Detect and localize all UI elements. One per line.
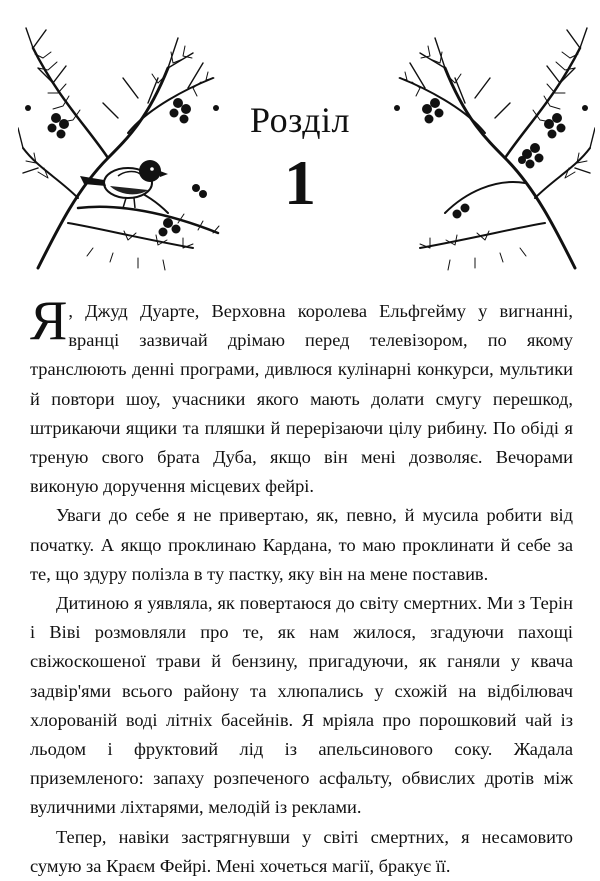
paragraph-text: , Джуд Дуарте, Верховна королева Ельфгейму у вигнанні, вранці зазвичай дрімаю перед телевізором, по якому транслюють денні програми, дивлюся кулінарні конкурси, мультики й повтори шоу, учасники якого мають долати смугу перешкод, штрикаючи ящики та пляшки й перерізаючи цілу рибину. По обіді я треную свого брата Дуба, якщо він мені дозволяє. Вечорами виконую доручення місцевих фейрі. — [30, 301, 573, 497]
paragraph: Уваги до себе я не привертаю, як, певно, й мусила робити від початку. А якщо проклинаю Кардана, то маю проклинати й себе за те, що здуру полізла в ту пастку, яку він на мене поставив. — [30, 505, 573, 584]
chapter-number: 1 — [284, 147, 316, 218]
paragraph: Тепер, навіки застрягнувши у світі смертних, я несамовито сумую за Краєм Фейрі. Мені хочеться магії, бракує її. — [30, 826, 573, 876]
chapter-heading — [200, 100, 400, 218]
branch-with-berries-illustration — [390, 8, 595, 276]
paragraph — [30, 290, 573, 501]
paragraph: Дитиною я уявляла, як повертаюся до світу смертних. Ми з Терін і Віві розмовляли про те, як нам жилося, згадуючи пахощі свіжоскошеної трави й бензину, пригадуючи, як ганяли у квача задвір'ями всього району та хлюпались у схожій на відбілювач хлорованій воді літніх басейнів. Я мріяла про порошковий чай із льодом і фруктовий лід із апельсинового соку. Жадала приземленого: запаху розпеченого асфальту, обвислих дротів між вуличними ліхтарями, мелодій із реклами. — [30, 593, 573, 818]
chapter-title: Розділ — [250, 100, 350, 140]
bird-on-branch-illustration — [18, 8, 223, 276]
drop-cap: Я — [30, 290, 68, 352]
chapter-body-text — [30, 290, 573, 881]
